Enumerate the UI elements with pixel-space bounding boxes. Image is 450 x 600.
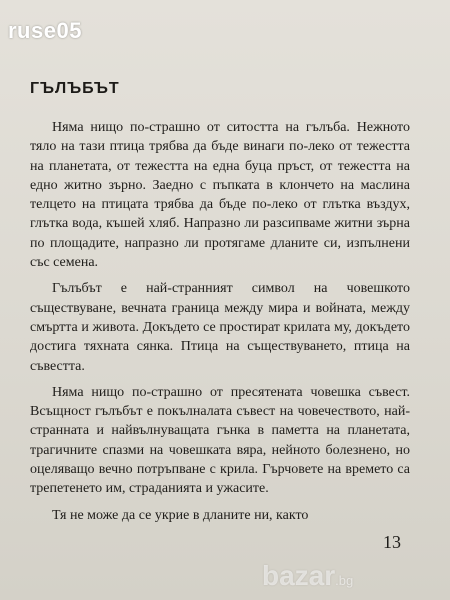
paragraph: Няма нищо по-страшно от пресятената човешка съвест. Всъщност гълъбът е покълналата съвест на човечеството, най-странната и найвълнуващата гънка в паметта на планетата, трагичните спазми на човешката вяра, нейното болезнено, но оцеляващо вечно потръпване с крила. Гърчовете на времето са трепетенето им, страданията и ужасите. [30,384,410,497]
paragraph: Тя не може да се укрие в дланите ни, както [52,507,309,523]
seller-watermark: ruse05 [8,18,82,43]
paragraph: Няма нищо по-страшно от ситостта на гълъба. Нежното тяло на тази птица трябва да бъде винаги по-леко от тежестта на планетата, от тежестта на една буца пръст, от тежестта на едно житно зърно. Заедно с пъпката в клончето на маслина телцето на птицата трябва да бъде по-леко от глътка въздух, глътка вода, къшей хляб. Напразно ли разсипваме житни зърна по площадите, напразно ли протягаме дланите си, изпълнени със семена. [30,120,410,271]
site-watermark-text: bazar [262,560,336,591]
site-watermark-suffix: .bg [335,573,354,588]
paragraph: Гълъбът е най-странният символ на човешкото съществуване, вечната граница между мира и войната, между смъртта и живота. Докъдето се простират крилата му, докъдето достига тяхната сянка. Птица на съществуването, птица на съвестта. [30,281,410,374]
chapter-title: ГЪЛЪБЪТ [30,80,120,97]
chapter-body [30,118,410,532]
page-number: 13 [383,532,401,552]
site-watermark-logo [262,560,353,592]
